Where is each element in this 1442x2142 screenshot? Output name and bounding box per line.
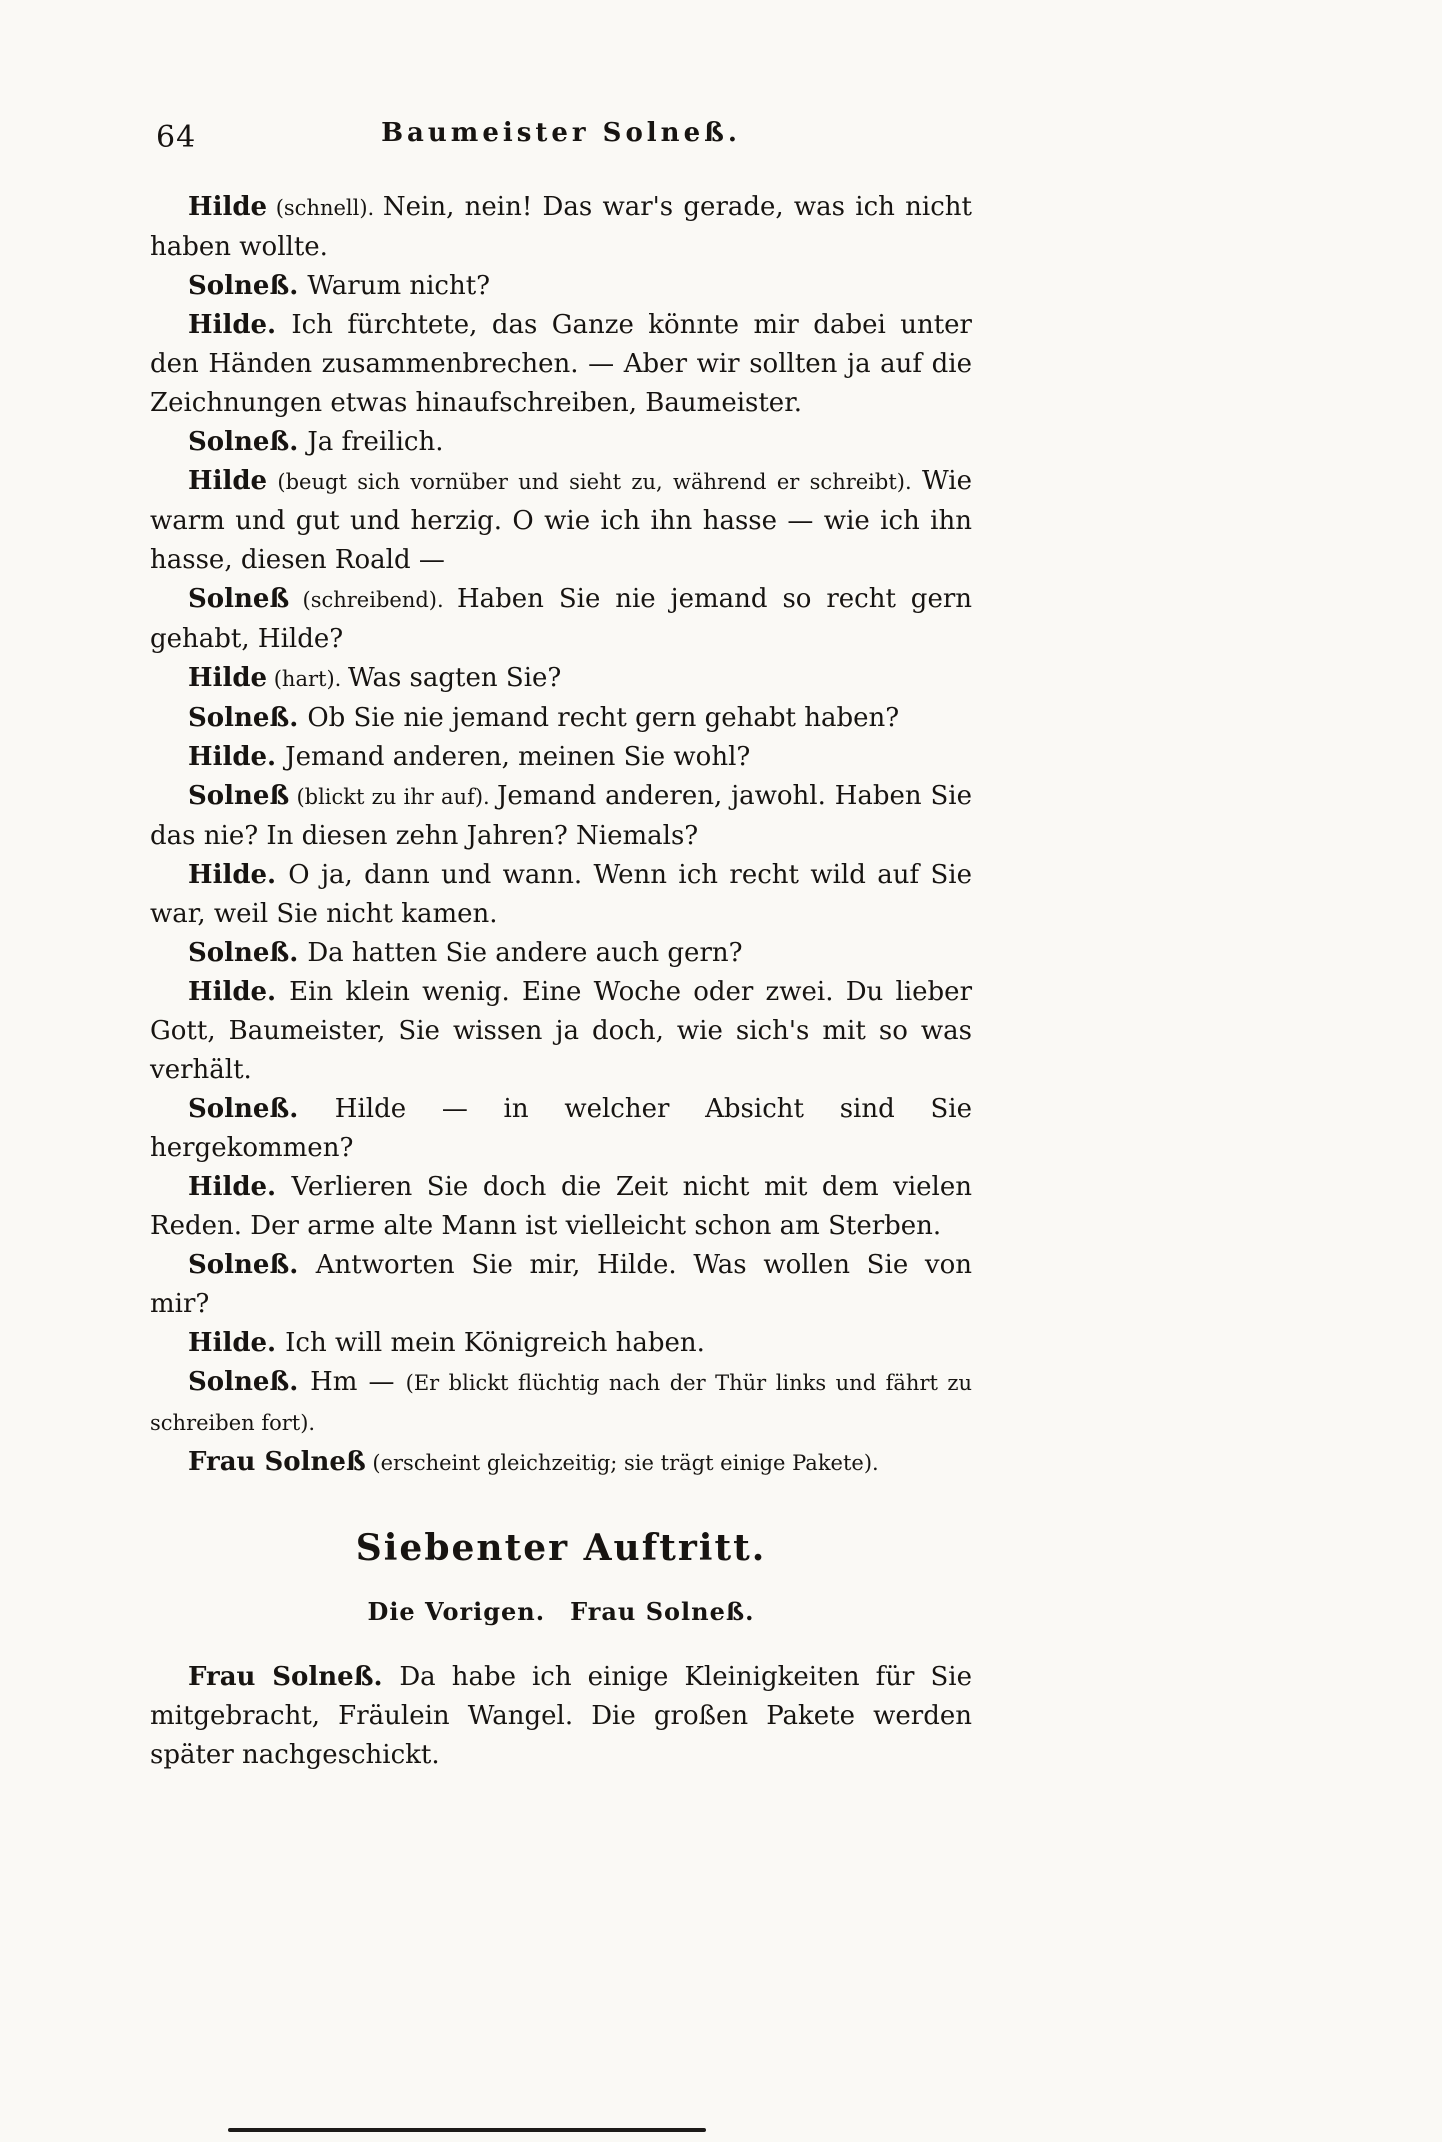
dialogue-paragraph: [150, 934, 972, 973]
speaker-name: Hilde.: [188, 1328, 286, 1358]
dialogue-paragraph: [150, 306, 972, 423]
stage-direction: (Er blickt flüchtig nach der Thür links und fährt zu schreiben fort).: [150, 1371, 972, 1435]
dialogue-paragraph: [150, 1658, 972, 1775]
dialogue-paragraph: [150, 580, 972, 659]
dialogue-paragraph: [150, 777, 972, 856]
running-title: Baumeister Solneß.: [381, 118, 741, 148]
speaker-name: Solneß.: [188, 938, 308, 968]
dialogue-text: Ob Sie nie jemand recht gern gehabt haben?: [307, 703, 900, 733]
speaker-name: Hilde: [188, 192, 268, 222]
dialogue-section-after-scene: [150, 1658, 972, 1775]
scene-heading: Siebenter Auftritt.: [355, 1527, 767, 1569]
speaker-name: Hilde.: [188, 860, 289, 890]
stage-direction: (erscheint gleichzeitig; sie trägt einige Pakete).: [365, 1451, 879, 1475]
dialogue-paragraph: [150, 973, 972, 1090]
page-number: 64: [156, 120, 197, 155]
dialogue-text: Ein klein wenig. Eine Woche oder zwei. Du lieber Gott, Baumeister, Sie wissen ja doch, wie sich's mit so was verhält.: [150, 977, 972, 1085]
speaker-name: Solneß.: [188, 1250, 316, 1280]
speaker-name: Hilde: [188, 663, 268, 693]
dialogue-text: Was sagten Sie?: [347, 663, 562, 693]
page-header: [150, 118, 972, 162]
dialogue-paragraph: [150, 188, 972, 267]
dialogue-paragraph: [150, 423, 972, 462]
speaker-name: Frau Solneß: [188, 1447, 366, 1477]
dialogue-text: Verlieren Sie doch die Zeit nicht mit dem vielen Reden. Der arme alte Mann ist vielleicht schon am Sterben.: [150, 1172, 972, 1241]
dialogue-paragraph: [150, 699, 972, 738]
dialogue-paragraph: [150, 856, 972, 934]
dialogue-text: Ich fürchtete, das Ganze könnte mir dabei unter den Händen zusammenbrechen. — Aber wir sollten ja auf die Zeichnungen etwas hinaufschreiben, Baumeister.: [150, 310, 972, 418]
dialogue-paragraph: [150, 1168, 972, 1246]
dialogue-text: Warum nicht?: [307, 271, 491, 301]
dialogue-text: Da habe ich einige Kleinigkeiten für Sie mitgebracht, Fräulein Wangel. Die großen Pakete werden später nachgeschickt.: [150, 1662, 972, 1770]
text-block: [150, 118, 972, 1775]
speaker-name: Frau Solneß.: [188, 1662, 400, 1692]
speaker-name: Hilde.: [188, 742, 286, 772]
speaker-name: Solneß.: [188, 271, 308, 301]
dialogue-text: Da hatten Sie andere auch gern?: [307, 938, 743, 968]
stage-direction: (hart).: [267, 667, 348, 691]
dialogue-text: Ich will mein Königreich haben.: [285, 1328, 705, 1358]
dialogue-paragraph: [150, 738, 972, 777]
scan-edge-line: [228, 2128, 706, 2132]
stage-direction: (beugt sich vornüber und sieht zu, während er schreibt).: [267, 470, 923, 494]
speaker-name: Solneß.: [188, 1094, 335, 1124]
dialogue-section-before-scene: [150, 188, 972, 1483]
stage-direction: (schreibend).: [289, 588, 457, 612]
scene-subheading: Die Vorigen. Frau Solneß.: [367, 1597, 755, 1626]
stage-direction: (schnell).: [267, 196, 383, 220]
dialogue-paragraph: [150, 267, 972, 306]
dialogue-text: Ja freilich.: [307, 427, 444, 457]
dialogue-text: Hilde — in welcher Absicht sind Sie hergekommen?: [150, 1094, 972, 1163]
speaker-name: Solneß.: [188, 427, 308, 457]
speaker-name: Solneß: [188, 781, 290, 811]
speaker-name: Hilde.: [188, 310, 292, 340]
dialogue-text: Hm —: [310, 1367, 406, 1397]
dialogue-paragraph: [150, 462, 972, 580]
dialogue-text: Wie warm und gut und herzig. O wie ich ihn hasse — wie ich ihn hasse, diesen Roald —: [150, 466, 972, 575]
dialogue-paragraph: [150, 1090, 972, 1168]
speaker-name: Solneß.: [188, 703, 308, 733]
stage-direction: (blickt zu ihr auf).: [289, 785, 497, 809]
dialogue-text: Jemand anderen, jawohl. Haben Sie das nie? In diesen zehn Jahren? Niemals?: [150, 781, 972, 851]
speaker-name: Solneß: [188, 584, 290, 614]
dialogue-paragraph: [150, 659, 972, 699]
dialogue-text: Haben Sie nie jemand so recht gern gehabt, Hilde?: [150, 584, 973, 654]
speaker-name: Hilde.: [188, 1172, 292, 1202]
speaker-name: Hilde: [188, 466, 268, 496]
dialogue-paragraph: [150, 1363, 972, 1443]
dialogue-paragraph: [150, 1324, 972, 1363]
dialogue-text: Nein, nein! Das war's gerade, was ich nicht haben wollte.: [150, 192, 972, 262]
dialogue-text: O ja, dann und wann. Wenn ich recht wild auf Sie war, weil Sie nicht kamen.: [150, 860, 972, 929]
dialogue-paragraph: [150, 1246, 972, 1324]
dialogue-text: Antworten Sie mir, Hilde. Was wollen Sie von mir?: [150, 1250, 972, 1319]
speaker-name: Hilde.: [188, 977, 290, 1007]
speaker-name: Solneß.: [188, 1367, 311, 1397]
dialogue-text: Jemand anderen, meinen Sie wohl?: [285, 742, 751, 772]
dialogue-paragraph: [150, 1443, 972, 1483]
